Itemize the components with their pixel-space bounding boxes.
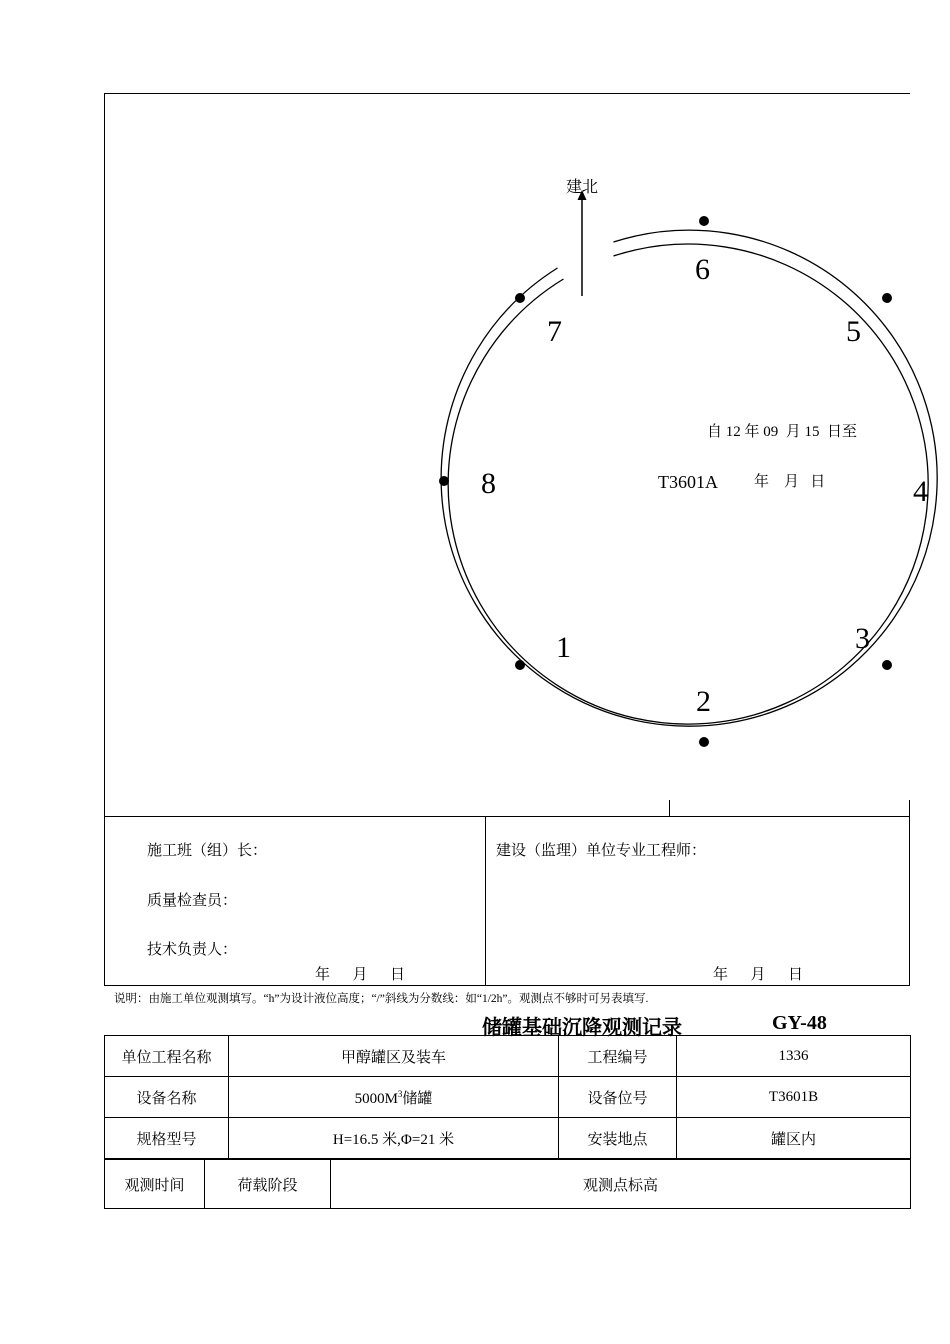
point-dot-5: [882, 293, 892, 303]
tech-lead-label: 技术负责人：: [147, 942, 238, 958]
tank-id-text: T3601A: [658, 472, 718, 492]
equipment-name-sup: 3: [397, 1088, 403, 1099]
frame-right-line: [909, 800, 910, 986]
point-label-5: 5: [846, 315, 861, 348]
table-row: [105, 1160, 911, 1209]
point-dot-2: [699, 737, 709, 747]
obs-time-header: 观测时间: [105, 1160, 205, 1209]
point-dot-6: [699, 216, 709, 226]
form-title: 储罐基础沉降观测记录: [482, 1015, 682, 1039]
date-range-text: 自 12 年 09 月 15 日至: [707, 424, 858, 440]
equipment-name-suffix: 储罐: [402, 1090, 433, 1107]
point-label-8: 8: [481, 467, 496, 500]
table-row: [105, 1036, 911, 1077]
spec-value: H=16.5 米,Φ=21 米: [229, 1118, 559, 1159]
elevation-header: 观测点标高: [331, 1160, 911, 1209]
diagram-bottom-line: [104, 816, 910, 817]
signature-bottom-line: [104, 985, 910, 986]
equipment-name-label: 设备名称: [105, 1077, 229, 1118]
project-no-label: 工程编号: [559, 1036, 677, 1077]
project-name-label: 单位工程名称: [105, 1036, 229, 1077]
table-row: [105, 1118, 911, 1159]
quality-inspector-label: 质量检查员：: [147, 893, 238, 909]
north-label: 建北: [566, 179, 599, 196]
instructions-note: 说明：由施工单位观测填写。“h”为设计液位高度；“/”斜线为分数线：如“1/2h”。观测点不够时可另表填写.: [114, 993, 649, 1005]
equipment-pos-value: T3601B: [677, 1077, 911, 1118]
team-leader-label: 施工班（组）长：: [147, 843, 268, 859]
table-row: [105, 1077, 911, 1118]
spec-label: 规格型号: [105, 1118, 229, 1159]
form-code: GY-48: [772, 1012, 827, 1034]
load-stage-header: 荷载阶段: [205, 1160, 331, 1209]
equipment-name-main: 5000M: [354, 1090, 398, 1107]
location-label: 安装地点: [559, 1118, 677, 1159]
project-name-value: 甲醇罐区及装车: [229, 1036, 559, 1077]
point-label-6: 6: [695, 253, 710, 286]
point-label-1: 1: [556, 631, 571, 664]
signature-divider: [485, 816, 486, 986]
point-dot-7: [515, 293, 525, 303]
point-label-7: 7: [547, 315, 562, 348]
equipment-name-value: [229, 1077, 559, 1118]
left-date-label: 年 月 日: [315, 967, 406, 983]
point-dot-3: [882, 660, 892, 670]
equipment-pos-label: 设备位号: [559, 1077, 677, 1118]
right-date-label: 年 月 日: [713, 967, 804, 983]
point-label-4: 4: [913, 475, 928, 508]
point-dot-1: [515, 660, 525, 670]
point-dot-8: [439, 476, 449, 486]
point-label-2: 2: [696, 685, 711, 718]
end-date-text: 年 月 日: [754, 474, 826, 490]
engineer-label: 建设（监理）单位专业工程师：: [496, 843, 707, 859]
location-value: 罐区内: [677, 1118, 911, 1159]
point-label-3: 3: [855, 622, 870, 655]
info-table: [104, 1035, 911, 1159]
project-no-value: 1336: [677, 1036, 911, 1077]
observation-table: [104, 1159, 911, 1209]
